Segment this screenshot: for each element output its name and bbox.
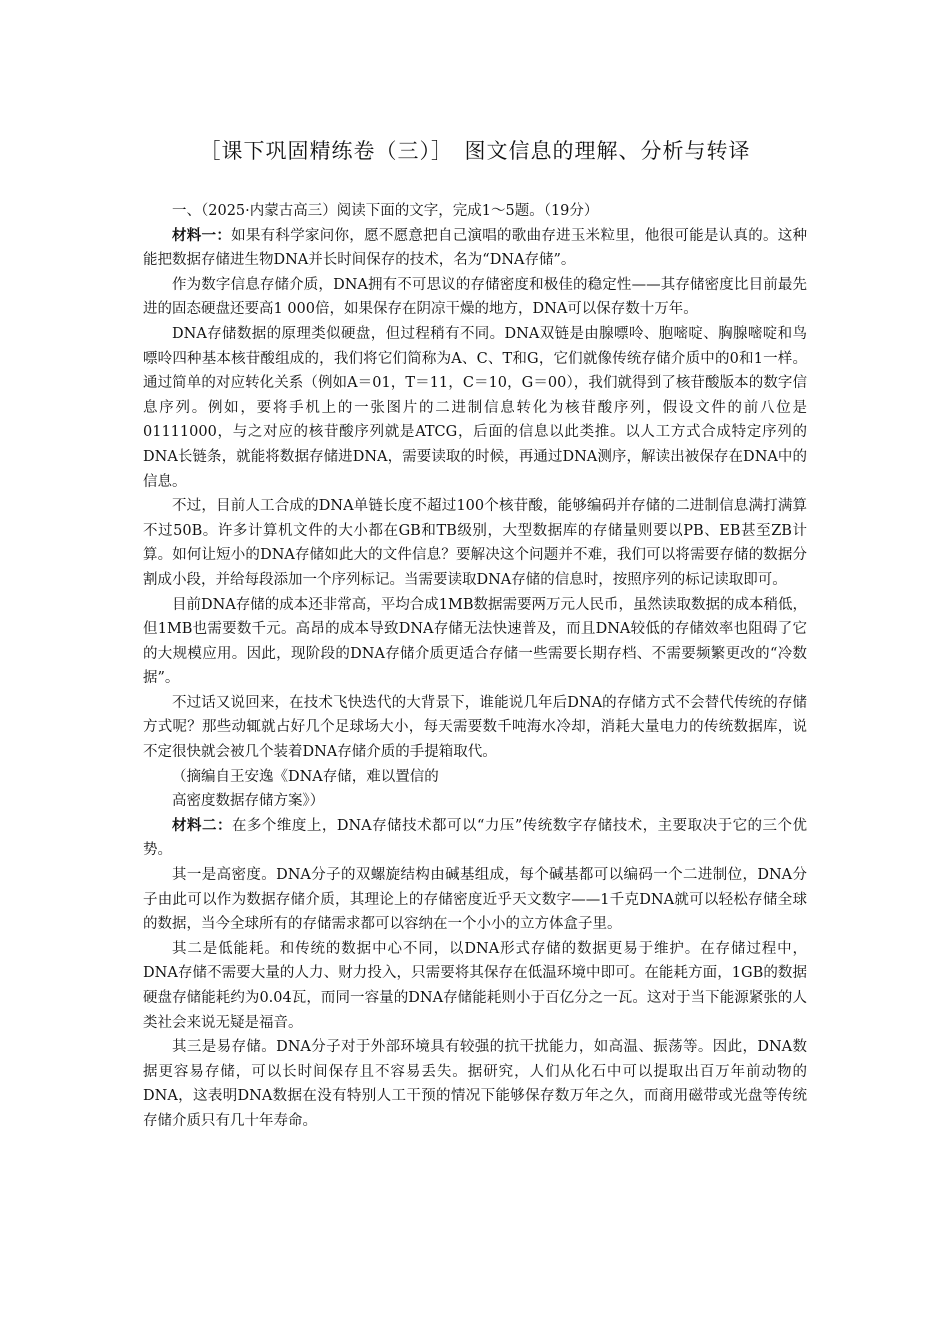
material1-source-line-1: （摘编自王安逸《DNA存储，难以置信的 xyxy=(172,768,439,785)
material2-paragraph-4: 其三是易存储。DNA分子对于外部环境具有较强的抗干扰能力，如高温、振荡等。因此，DNA数据更容易存储，可以长时间保存且不容易丢失。据研究，人们从化石中可以提取出百万年前动物的DNA，这表明DNA数据在没有特别人工干预的情况下能够保存数万年之久，而商用磁带或光盘等传统存储介质只有几十年寿命。 xyxy=(143,1039,807,1129)
material1-paragraph-3: DNA存储数据的原理类似硬盘，但过程稍有不同。DNA双链是由腺嘌呤、胞嘧啶、胸腺嘧啶和鸟嘌呤四种基本核苷酸组成的，我们将它们简称为A、C、T和G，它们就像传统存储介质中的0和1一样。通过简单的对应转化关系（例如A＝01，T＝11，C＝10，G＝00），我们就得到了核苷酸版本的数字信息序列。例如，要将手机上的一张图片的二进制信息转化为核苷酸序列，假设文件的前八位是01111000，与之对应的核苷酸序列就是ATCG，后面的信息以此类推。以人工方式合成特定序列的DNA长链条，就能将数据存储进DNA，需要读取的时候，再通过DNA测序，解读出被保存在DNA中的信息。 xyxy=(143,325,807,490)
question-heading: 一、（2025·内蒙古高三）阅读下面的文字，完成1～5题。（19分） xyxy=(172,203,599,219)
material1-paragraph-6: 不过话又说回来，在技术飞快迭代的大背景下，谁能说几年后DNA的存储方式不会替代传统的存储方式呢？那些动辄就占好几个足球场大小，每天需要数千吨海水冷却，消耗大量电力的传统数据库，说不定很快就会被几个装着DNA存储介质的手提箱取代。 xyxy=(143,694,807,761)
material2-label: 材料二： xyxy=(172,817,232,834)
material1-paragraph-2: 作为数字信息存储介质，DNA拥有不可思议的存储密度和极佳的稳定性——其存储密度比目前最先进的固态硬盘还要高1 000倍，如果保存在阴凉干燥的地方，DNA可以保存数十万年。 xyxy=(143,276,807,318)
material1-source-line-2: 高密度数据存储方案》） xyxy=(172,793,325,810)
material2-p1-text: 在多个维度上，DNA存储技术都可以“力压”传统数字存储技术，主要取决于它的三个优势。 xyxy=(143,817,808,859)
material1-paragraph-1 xyxy=(143,224,807,273)
article-body xyxy=(143,199,807,1134)
material2-paragraph-2: 其一是高密度。DNA分子的双螺旋结构由碱基组成，每个碱基都可以编码一个二进制位，DNA分子由此可以作为数据存储介质，其理论上的存储密度近乎天文数字——1千克DNA就可以轻松存储全球的数据，当今全球所有的存储需求都可以容纳在一个小小的立方体盒子里。 xyxy=(143,867,807,933)
material1-p1-text: 如果有科学家问你，愿不愿意把自己演唱的歌曲存进玉米粒里，他很可能是认真的。这种能把数据存储进生物DNA并长时间保存的技术，名为“DNA存储”。 xyxy=(143,227,808,269)
material1-paragraph-4: 不过，目前人工合成的DNA单链长度不超过100个核苷酸，能够编码并存储的二进制信息满打满算不过50B。许多计算机文件的大小都在GB和TB级别，大型数据库的存储量则要以PB、EB甚至ZB计算。如何让短小的DNA存储如此大的文件信息？要解决这个问题并不难，我们可以将需要存储的数据分割成小段，并给每段添加一个序列标记。当需要读取DNA存储的信息时，按照序列的标记读取即可。 xyxy=(143,498,807,588)
material2-paragraph-1 xyxy=(143,814,807,863)
material1-paragraph-5: 目前DNA存储的成本还非常高，平均合成1MB数据需要两万元人民币，虽然读取数据的成本稍低，但1MB也需要数千元。高昂的成本导致DNA存储无法快速普及，而且DNA较低的存储效率也阻碍了它的大规模应用。因此，现阶段的DNA存储介质更适合存储一些需要长期存档、不需要频繁更改的“冷数据”。 xyxy=(143,596,808,687)
material1-label: 材料一： xyxy=(172,227,232,244)
material2-paragraph-3: 其二是低能耗。和传统的数据中心不同，以DNA形式存储的数据更易于维护。在存储过程中，DNA存储不需要大量的人力、财力投入，只需要将其保存在低温环境中即可。在能耗方面，1GB的数据硬盘存储能耗约为0.04瓦，而同一容量的DNA存储能耗则小于百亿分之一瓦。这对于当下能源紧张的人类社会来说无疑是福音。 xyxy=(143,940,807,1031)
page-title: ［课下巩固精练卷（三）］ 图文信息的理解、分析与转译 xyxy=(199,139,751,163)
